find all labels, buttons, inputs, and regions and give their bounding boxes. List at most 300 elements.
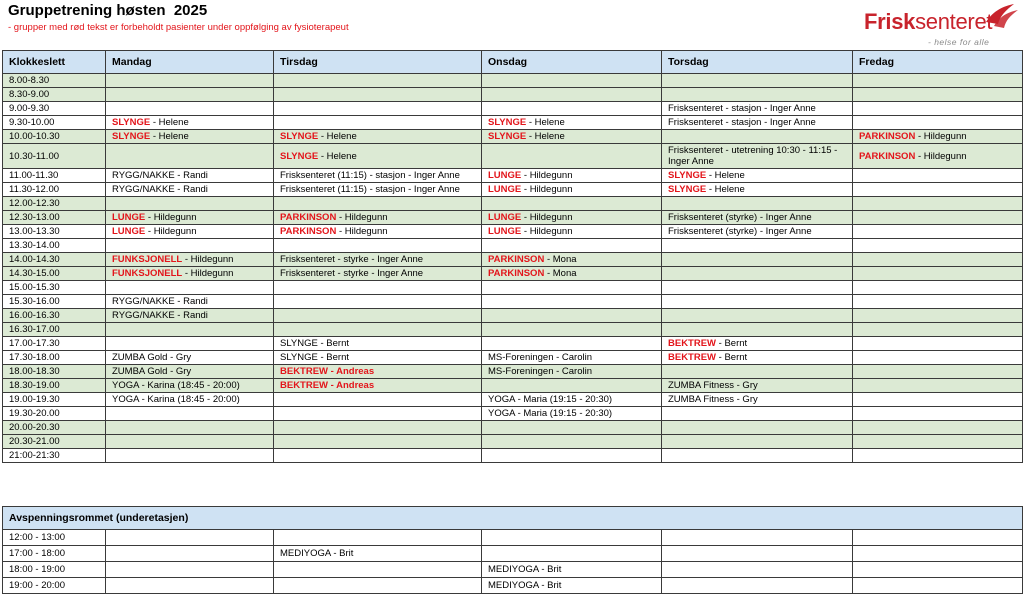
schedule-cell xyxy=(853,88,1023,102)
schedule-cell xyxy=(106,197,274,211)
schedule-cell xyxy=(853,379,1023,393)
time-slot-label: 9.30-10.00 xyxy=(3,116,106,130)
avspenning-row xyxy=(3,578,1023,594)
schedule-cell xyxy=(853,102,1023,116)
schedule-cell xyxy=(274,197,482,211)
class-label: - Mona xyxy=(544,268,577,279)
schedule-cell xyxy=(853,74,1023,88)
schedule-cell xyxy=(482,144,662,169)
schedule-cell xyxy=(106,144,274,169)
schedule-cell xyxy=(853,225,1023,239)
schedule-cell xyxy=(274,546,482,562)
class-label: - Hildegunn xyxy=(915,150,967,162)
class-label: - Mona xyxy=(544,254,577,265)
schedule-cell xyxy=(106,449,274,463)
schedule-cell xyxy=(274,295,482,309)
schedule-cell xyxy=(106,267,274,281)
schedule-cell xyxy=(662,421,853,435)
schedule-cell xyxy=(106,116,274,130)
time-slot-label: 12.00-12.30 xyxy=(3,197,106,211)
class-label: RYGG/NAKKE - Randi xyxy=(112,296,208,307)
restricted-class-label: LUNGE xyxy=(112,212,146,223)
schedule-cell xyxy=(106,88,274,102)
class-label: Frisksenteret - styrke - Inger Anne xyxy=(280,268,424,279)
column-header-day: Onsdag xyxy=(482,51,662,74)
page-subtitle: - grupper med rød tekst er forbeholdt pasienter under oppfølging av fysioterapeut xyxy=(8,22,349,33)
restricted-class-label: SLYNGE xyxy=(668,184,707,195)
class-label: - Helene xyxy=(318,131,357,142)
schedule-cell xyxy=(662,435,853,449)
time-slot-label: 21:00-21:30 xyxy=(3,449,106,463)
time-slot-label: 20.30-21.00 xyxy=(3,435,106,449)
avspenning-row xyxy=(3,546,1023,562)
time-slot-label: 19.30-20.00 xyxy=(3,407,106,421)
restricted-class-label: PARKINSON xyxy=(488,254,545,265)
class-label: ZUMBA Gold - Gry xyxy=(112,366,192,377)
schedule-cell xyxy=(482,253,662,267)
class-label: Frisksenteret - utetrening 10:30 - 11:15 - Inger Anne xyxy=(668,145,838,167)
schedule-cell xyxy=(106,379,274,393)
frisksenteret-logo xyxy=(862,2,1022,46)
schedule-cell xyxy=(482,295,662,309)
schedule-cell xyxy=(274,267,482,281)
schedule-cell xyxy=(853,393,1023,407)
restricted-class-label: SLYNGE xyxy=(112,117,151,128)
schedule-cell xyxy=(853,239,1023,253)
schedule-cell xyxy=(106,281,274,295)
schedule-cell xyxy=(853,337,1023,351)
schedule-cell xyxy=(482,169,662,183)
schedule-cell xyxy=(662,197,853,211)
class-label: MS-Foreningen - Carolin xyxy=(488,352,593,363)
schedule-cell xyxy=(662,546,853,562)
schedule-cell xyxy=(274,102,482,116)
time-slot-row xyxy=(3,365,1023,379)
restricted-class-label: SLYNGE xyxy=(668,170,707,181)
time-slot-label: 11.00-11.30 xyxy=(3,169,106,183)
schedule-cell xyxy=(274,281,482,295)
schedule-cell xyxy=(274,351,482,365)
schedule-cell xyxy=(853,435,1023,449)
class-label: - Hildegunn xyxy=(182,268,234,279)
time-slot-label: 12:00 - 13:00 xyxy=(3,530,106,546)
avspenning-row xyxy=(3,562,1023,578)
time-slot-label: 8.30-9.00 xyxy=(3,88,106,102)
time-slot-label: 8.00-8.30 xyxy=(3,74,106,88)
schedule-cell xyxy=(662,183,853,197)
schedule-cell xyxy=(482,323,662,337)
restricted-class-label: LUNGE xyxy=(112,226,146,237)
schedule-cell xyxy=(274,337,482,351)
time-slot-row xyxy=(3,407,1023,421)
schedule-cell xyxy=(853,546,1023,562)
class-label: - Hildegunn xyxy=(336,212,388,223)
schedule-cell xyxy=(662,144,853,169)
class-label: MEDIYOGA - Brit xyxy=(488,564,562,575)
schedule-cell xyxy=(106,239,274,253)
schedule-cell xyxy=(853,530,1023,546)
time-slot-row xyxy=(3,281,1023,295)
time-slot-row xyxy=(3,337,1023,351)
schedule-cell xyxy=(853,197,1023,211)
schedule-cell xyxy=(274,435,482,449)
time-slot-label: 19.00-19.30 xyxy=(3,393,106,407)
schedule-cell xyxy=(853,169,1023,183)
schedule-cell xyxy=(662,225,853,239)
schedule-cell xyxy=(106,225,274,239)
schedule-cell xyxy=(106,421,274,435)
schedule-cell xyxy=(274,225,482,239)
schedule-cell xyxy=(662,530,853,546)
schedule-cell xyxy=(482,562,662,578)
column-header-day: Fredag xyxy=(853,51,1023,74)
schedule-cell xyxy=(482,130,662,144)
restricted-class-label: PARKINSON xyxy=(280,212,337,223)
class-label: - Hildegunn xyxy=(336,226,388,237)
schedule-cell xyxy=(662,102,853,116)
class-label: Frisksenteret - styrke - Inger Anne xyxy=(280,254,424,265)
schedule-cell xyxy=(853,211,1023,225)
class-label: MS-Foreningen - Carolin xyxy=(488,366,593,377)
schedule-cell xyxy=(482,578,662,594)
schedule-cell xyxy=(106,578,274,594)
class-label: SLYNGE - Bernt xyxy=(280,352,349,363)
time-slot-label: 15.30-16.00 xyxy=(3,295,106,309)
time-slot-label: 10.00-10.30 xyxy=(3,130,106,144)
schedule-cell xyxy=(274,183,482,197)
schedule-cell xyxy=(106,130,274,144)
avspenning-header-row xyxy=(3,507,1023,530)
time-slot-label: 12.30-13.00 xyxy=(3,211,106,225)
schedule-cell xyxy=(662,449,853,463)
schedule-cell xyxy=(274,449,482,463)
time-slot-row xyxy=(3,295,1023,309)
time-slot-label: 11.30-12.00 xyxy=(3,183,106,197)
schedule-cell xyxy=(853,365,1023,379)
class-label: ZUMBA Fitness - Gry xyxy=(668,380,758,391)
schedule-cell xyxy=(662,562,853,578)
schedule-cell xyxy=(482,421,662,435)
restricted-class-label: BEKTREW xyxy=(668,338,717,349)
schedule-cell xyxy=(853,562,1023,578)
schedule-cell xyxy=(853,267,1023,281)
time-slot-label: 14.30-15.00 xyxy=(3,267,106,281)
time-slot-row xyxy=(3,102,1023,116)
schedule-cell xyxy=(106,169,274,183)
class-label: - Hildegunn xyxy=(521,226,573,237)
time-slot-row xyxy=(3,183,1023,197)
schedule-cell xyxy=(274,130,482,144)
class-label: - Helene xyxy=(526,131,565,142)
time-slot-row xyxy=(3,88,1023,102)
restricted-class-label: PARKINSON xyxy=(488,268,545,279)
schedule-cell xyxy=(274,309,482,323)
restricted-class-label: FUNKSJONELL xyxy=(112,254,183,265)
schedule-cell xyxy=(853,578,1023,594)
class-label: - Hildegunn xyxy=(182,254,234,265)
schedule-cell xyxy=(853,421,1023,435)
time-slot-row xyxy=(3,116,1023,130)
schedule-cell xyxy=(482,351,662,365)
class-label: - Hildegunn xyxy=(915,131,967,142)
logo-tagline: - helse for alle xyxy=(928,37,990,47)
schedule-cell xyxy=(662,309,853,323)
schedule-cell xyxy=(274,578,482,594)
class-label: MEDIYOGA - Brit xyxy=(280,548,354,559)
schedule-table xyxy=(2,50,1023,463)
class-label: - Hildegunn xyxy=(521,212,573,223)
class-label: - Helene xyxy=(150,131,189,142)
schedule-cell xyxy=(482,225,662,239)
time-slot-row xyxy=(3,211,1023,225)
restricted-class-label: BEKTREW xyxy=(668,352,717,363)
schedule-cell xyxy=(274,116,482,130)
class-label: Frisksenteret (11:15) - stasjon - Inger Anne xyxy=(280,170,460,181)
time-slot-row xyxy=(3,239,1023,253)
time-slot-label: 17:00 - 18:00 xyxy=(3,546,106,562)
schedule-cell xyxy=(482,211,662,225)
time-slot-row xyxy=(3,323,1023,337)
class-label: Frisksenteret - stasjon - Inger Anne xyxy=(668,103,816,114)
schedule-cell xyxy=(662,88,853,102)
schedule-cell xyxy=(274,169,482,183)
class-label: Frisksenteret (styrke) - Inger Anne xyxy=(668,212,812,223)
schedule-cell xyxy=(853,281,1023,295)
schedule-cell xyxy=(482,74,662,88)
schedule-cell xyxy=(274,407,482,421)
schedule-cell xyxy=(106,351,274,365)
time-slot-row xyxy=(3,130,1023,144)
schedule-cell xyxy=(482,365,662,379)
schedule-cell xyxy=(482,197,662,211)
restricted-class-label: PARKINSON xyxy=(859,131,916,142)
schedule-cell xyxy=(274,323,482,337)
restricted-class-label: SLYNGE xyxy=(488,131,527,142)
class-label: ZUMBA Fitness - Gry xyxy=(668,394,758,405)
schedule-cell xyxy=(274,253,482,267)
restricted-class-label: BEKTREW - Andreas xyxy=(280,380,375,391)
schedule-cell xyxy=(662,295,853,309)
schedule-cell xyxy=(662,351,853,365)
time-slot-row xyxy=(3,267,1023,281)
class-label: - Hildegunn xyxy=(521,170,573,181)
schedule-cell xyxy=(662,337,853,351)
column-header-time: Klokkeslett xyxy=(3,51,106,74)
time-slot-row xyxy=(3,435,1023,449)
schedule-cell xyxy=(106,309,274,323)
schedule-header-row xyxy=(3,51,1023,74)
schedule-cell xyxy=(853,295,1023,309)
time-slot-label: 13.00-13.30 xyxy=(3,225,106,239)
time-slot-row xyxy=(3,309,1023,323)
avspenning-title: Avspenningsrommet (underetasjen) xyxy=(3,507,1023,530)
schedule-cell xyxy=(106,323,274,337)
time-slot-row xyxy=(3,351,1023,365)
schedule-cell xyxy=(106,393,274,407)
time-slot-row xyxy=(3,74,1023,88)
time-slot-label: 18.30-19.00 xyxy=(3,379,106,393)
restricted-class-label: SLYNGE xyxy=(280,150,319,162)
class-label: ZUMBA Gold - Gry xyxy=(112,352,192,363)
schedule-cell xyxy=(482,116,662,130)
schedule-cell xyxy=(274,211,482,225)
schedule-cell xyxy=(482,267,662,281)
schedule-cell xyxy=(274,144,482,169)
schedule-cell xyxy=(106,337,274,351)
schedule-cell xyxy=(662,379,853,393)
class-label: SLYNGE - Bernt xyxy=(280,338,349,349)
class-label: - Bernt xyxy=(716,338,748,349)
schedule-cell xyxy=(853,144,1023,169)
class-label: - Hildegunn xyxy=(145,212,197,223)
restricted-class-label: LUNGE xyxy=(488,212,522,223)
schedule-cell xyxy=(853,407,1023,421)
time-slot-label: 18:00 - 19:00 xyxy=(3,562,106,578)
restricted-class-label: SLYNGE xyxy=(488,117,527,128)
class-label: RYGG/NAKKE - Randi xyxy=(112,310,208,321)
class-label: MEDIYOGA - Brit xyxy=(488,580,562,591)
schedule-cell xyxy=(662,130,853,144)
class-label: - Hildegunn xyxy=(145,226,197,237)
class-label: - Helene xyxy=(706,184,745,195)
schedule-cell xyxy=(853,130,1023,144)
class-label: RYGG/NAKKE - Randi xyxy=(112,170,208,181)
time-slot-row xyxy=(3,449,1023,463)
time-slot-row xyxy=(3,393,1023,407)
time-slot-label: 14.00-14.30 xyxy=(3,253,106,267)
schedule-cell xyxy=(662,365,853,379)
time-slot-label: 9.00-9.30 xyxy=(3,102,106,116)
class-label: - Helene xyxy=(150,117,189,128)
schedule-cell xyxy=(482,337,662,351)
schedule-cell xyxy=(853,309,1023,323)
time-slot-row xyxy=(3,225,1023,239)
schedule-cell xyxy=(662,74,853,88)
schedule-cell xyxy=(853,449,1023,463)
class-label: YOGA - Maria (19:15 - 20:30) xyxy=(488,408,613,419)
class-label: - Bernt xyxy=(716,352,748,363)
schedule-cell xyxy=(106,365,274,379)
schedule-cell xyxy=(106,435,274,449)
schedule-cell xyxy=(482,281,662,295)
schedule-cell xyxy=(106,546,274,562)
restricted-class-label: SLYNGE xyxy=(112,131,151,142)
restricted-class-label: SLYNGE xyxy=(280,131,319,142)
schedule-cell xyxy=(662,281,853,295)
schedule-cell xyxy=(662,578,853,594)
class-label: Frisksenteret - stasjon - Inger Anne xyxy=(668,117,816,128)
schedule-cell xyxy=(274,530,482,546)
schedule-cell xyxy=(853,351,1023,365)
page-title: Gruppetrening høsten 2025 xyxy=(8,2,208,19)
schedule-cell xyxy=(482,379,662,393)
restricted-class-label: BEKTREW - Andreas xyxy=(280,366,375,377)
restricted-class-label: FUNKSJONELL xyxy=(112,268,183,279)
schedule-cell xyxy=(106,74,274,88)
avspenning-table xyxy=(2,506,1023,594)
column-header-day: Mandag xyxy=(106,51,274,74)
column-header-day: Torsdag xyxy=(662,51,853,74)
time-slot-label: 17.00-17.30 xyxy=(3,337,106,351)
schedule-cell xyxy=(106,407,274,421)
schedule-cell xyxy=(106,183,274,197)
column-header-day: Tirsdag xyxy=(274,51,482,74)
time-slot-label: 10.30-11.00 xyxy=(3,144,106,169)
schedule-cell xyxy=(106,562,274,578)
class-label: - Hildegunn xyxy=(521,184,573,195)
class-label: Frisksenteret (11:15) - stasjon - Inger Anne xyxy=(280,184,460,195)
schedule-cell xyxy=(274,421,482,435)
class-label: Frisksenteret (styrke) - Inger Anne xyxy=(668,226,812,237)
schedule-cell xyxy=(482,435,662,449)
schedule-cell xyxy=(482,88,662,102)
schedule-cell xyxy=(662,393,853,407)
schedule-cell xyxy=(662,239,853,253)
schedule-cell xyxy=(853,183,1023,197)
time-slot-row xyxy=(3,253,1023,267)
schedule-cell xyxy=(274,393,482,407)
schedule-cell xyxy=(274,88,482,102)
time-slot-label: 16.30-17.00 xyxy=(3,323,106,337)
schedule-cell xyxy=(662,407,853,421)
class-label: - Helene xyxy=(706,170,745,181)
schedule-cell xyxy=(482,183,662,197)
schedule-cell xyxy=(106,211,274,225)
time-slot-label: 15.00-15.30 xyxy=(3,281,106,295)
schedule-cell xyxy=(482,309,662,323)
schedule-cell xyxy=(106,102,274,116)
schedule-cell xyxy=(274,379,482,393)
time-slot-row xyxy=(3,197,1023,211)
schedule-cell xyxy=(106,530,274,546)
schedule-cell xyxy=(274,239,482,253)
restricted-class-label: LUNGE xyxy=(488,170,522,181)
time-slot-row xyxy=(3,379,1023,393)
schedule-cell xyxy=(662,116,853,130)
schedule-cell xyxy=(662,169,853,183)
schedule-cell xyxy=(853,116,1023,130)
class-label: YOGA - Karina (18:45 - 20:00) xyxy=(112,380,240,391)
schedule-cell xyxy=(482,530,662,546)
schedule-cell xyxy=(482,239,662,253)
schedule-cell xyxy=(482,546,662,562)
restricted-class-label: PARKINSON xyxy=(859,150,916,162)
schedule-cell xyxy=(662,267,853,281)
time-slot-label: 19:00 - 20:00 xyxy=(3,578,106,594)
class-label: - Helene xyxy=(526,117,565,128)
schedule-cell xyxy=(662,253,853,267)
time-slot-row xyxy=(3,169,1023,183)
schedule-cell xyxy=(662,323,853,337)
schedule-cell xyxy=(274,562,482,578)
restricted-class-label: LUNGE xyxy=(488,226,522,237)
schedule-cell xyxy=(482,407,662,421)
time-slot-row xyxy=(3,421,1023,435)
time-slot-row xyxy=(3,144,1023,169)
schedule-cell xyxy=(106,295,274,309)
class-label: RYGG/NAKKE - Randi xyxy=(112,184,208,195)
class-label: YOGA - Maria (19:15 - 20:30) xyxy=(488,394,613,405)
time-slot-label: 20.00-20.30 xyxy=(3,421,106,435)
time-slot-label: 16.00-16.30 xyxy=(3,309,106,323)
schedule-cell xyxy=(274,74,482,88)
schedule-cell xyxy=(482,102,662,116)
class-label: YOGA - Karina (18:45 - 20:00) xyxy=(112,394,240,405)
schedule-cell xyxy=(274,365,482,379)
time-slot-label: 18.00-18.30 xyxy=(3,365,106,379)
time-slot-label: 17.30-18.00 xyxy=(3,351,106,365)
schedule-cell xyxy=(482,393,662,407)
